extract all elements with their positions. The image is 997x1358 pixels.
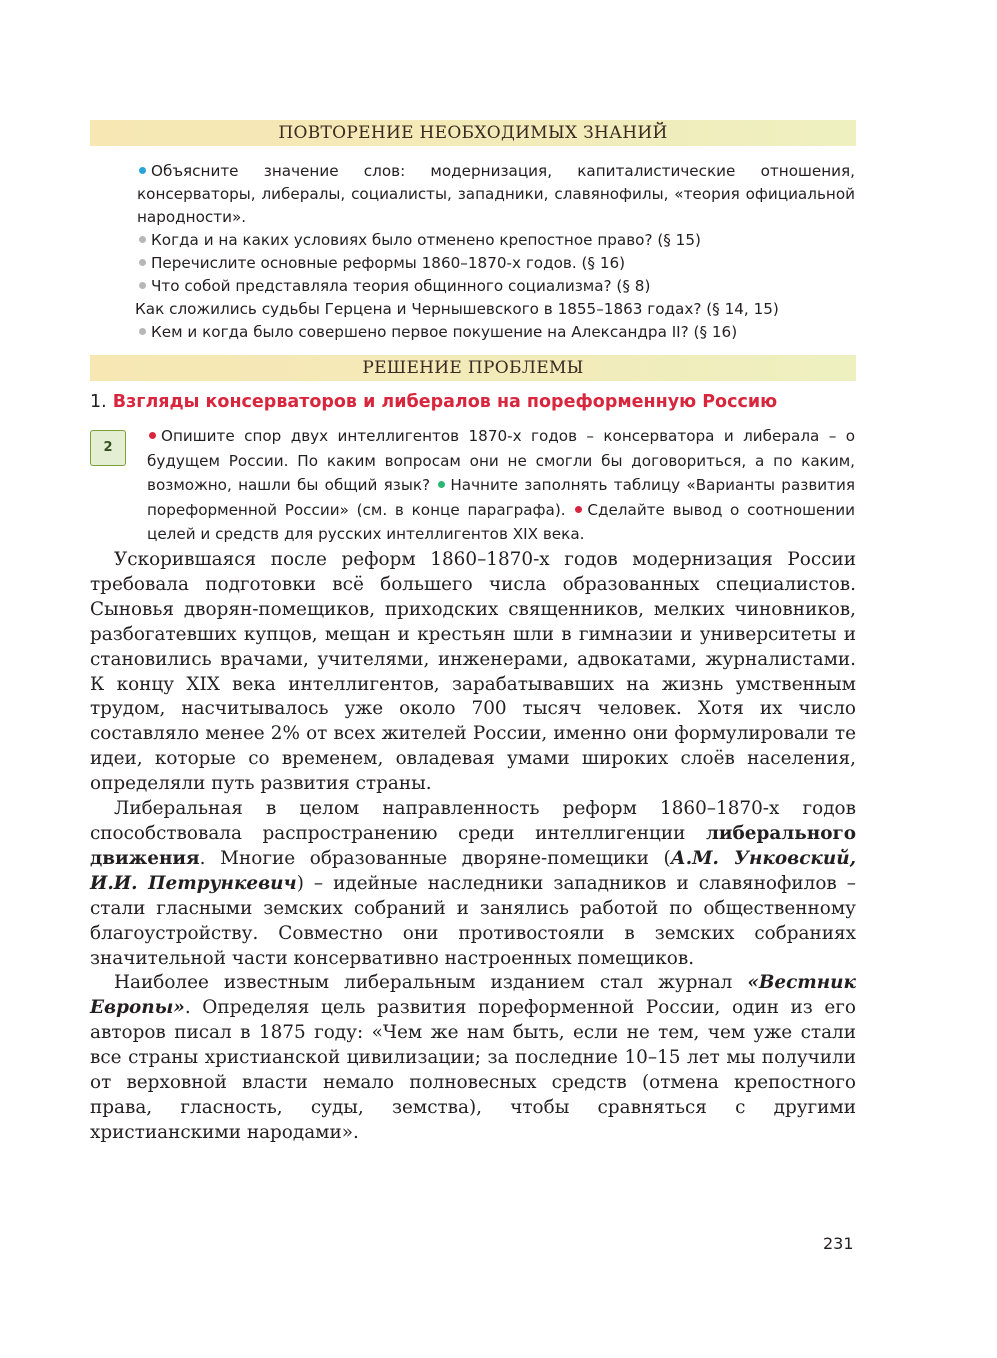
bullet-icon — [139, 236, 146, 243]
bullet-icon — [139, 259, 146, 266]
review-questions — [137, 160, 855, 344]
paragraph: Наиболее известным либеральным изданием стал журнал «Вестник Европы». Определяя цель развития пореформенной России, один из его авторов писал в 1875 году: «Чем же нам быть, если не тем, чем уже стали все страны христианской цивилизации; за последние 10–15 лет мы получили от верховной власти немало полновесных средств (отмена крепостного права, гласность, суды, земства), чтобы сравняться с другими христианскими народами». — [90, 972, 856, 1143]
review-item: Как сложились судьбы Герцена и Чернышевского в 1855–1863 годах? (§ 14, 15) — [135, 300, 779, 318]
review-header: ПОВТОРЕНИЕ НЕОБХОДИМЫХ ЗНАНИЙ — [90, 120, 856, 146]
section-heading: 1. Взгляды консерваторов и либералов на пореформенную Россию — [90, 392, 778, 412]
review-item: Объясните значение слов: модернизация, капиталистические отношения, консерваторы, либералы, социалисты, западники, славянофилы, «теория официальной народности». — [137, 162, 855, 226]
bullet-icon — [139, 282, 146, 289]
paragraph: Ускорившаяся после реформ 1860–1870-х годов модернизация России требовала подготовки всё большего числа образованных специалистов. Сыновья дворян-помещиков, приходских священников, мелких чиновников, разбогатевших купцов, мещан и крестьян шли в гимназии и университеты и становились врачами, учителями, инженерами, адвокатами, журналистами. К концу XIX века интеллигентов, зарабатывавших на жизнь умственным трудом, насчитывалось уже около 700 тысяч человек. Хотя их число составляло менее 2% от всех жителей России, именно они формулировали те идеи, которые со временем, овладевая умами широких слоёв населения, определяли путь развития страны. — [90, 549, 856, 795]
page-number: 231 — [823, 1234, 854, 1253]
bullet-icon — [139, 328, 146, 335]
review-item: Кем и когда было совершено первое покушение на Александра II? (§ 16) — [137, 321, 855, 344]
review-item: Когда и на каких условиях было отменено крепостное право? (§ 15) — [137, 229, 855, 252]
bullet-icon — [139, 167, 146, 174]
task-text: Опишите спор двух интеллигентов 1870-х годов – консерватора и либерала – о будущем России. По каким вопросам они не смогли бы договориться, а по каким, возможно, нашли бы общий язык? Начните заполнять таблицу «Варианты развития пореформенной России» (см. в конце параграфа). Сделайте вывод о соотношении целей и средств для русских интеллигентов XIX века. — [147, 427, 856, 543]
review-item: Перечислите основные реформы 1860–1870-х годов. (§ 16) — [137, 252, 855, 275]
dialogue-task-icon: 2 — [90, 430, 126, 466]
review-item: Что собой представляла теория общинного социализма? (§ 8) — [137, 275, 855, 298]
paragraph: Либеральная в целом направленность реформ 1860–1870-х годов способствовала распространению среди интеллигенции либерального движения. Многие образованные дворяне-помещики (А.М. Унковский, И.И. Петрункевич) – идейные наследники западников и славянофилов – стали гласными земских собраний и занялись работой по общественному благоустройству. Совместно они противостояли в земских собраниях значительной части консервативно настроенных помещиков. — [90, 798, 857, 969]
bullet-icon — [575, 506, 582, 513]
bullet-icon — [438, 481, 445, 488]
bullet-icon — [149, 432, 156, 439]
solution-header: РЕШЕНИЕ ПРОБЛЕМЫ — [90, 355, 856, 381]
body-text — [90, 548, 856, 1146]
